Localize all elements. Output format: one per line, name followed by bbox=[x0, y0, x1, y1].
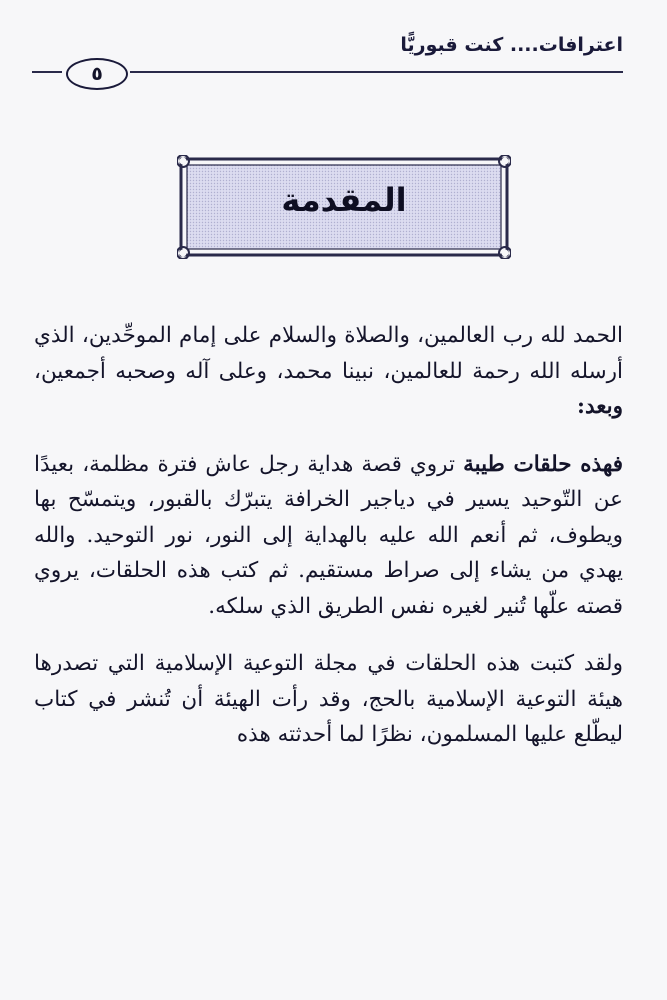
body-text bbox=[34, 318, 623, 775]
running-head-title: اعترافات.... كنت قبوريًّا bbox=[400, 34, 623, 56]
paragraph-1 bbox=[34, 318, 623, 425]
paragraph-1-bold-tail: وبعد: bbox=[577, 394, 623, 419]
paragraph-1-text: الحمد لله رب العالمين، والصلاة والسلام على إمام الموحِّدين، الذي أرسله الله رحمة للعالمين، نبينا محمد، وعلى آله وصحبه أجمعين، bbox=[34, 323, 623, 384]
paragraph-2-text: تروي قصة هداية رجل عاش فترة مظلمة، بعيدًا عن التّوحيد يسير في دياجير الخرافة يتبرّك بالقبور، ويتمسّح بها ويطوف، ثم أنعم الله عليه بالهداية إلى النور، نور التوحيد. والله يهدي من يشاء إلى صراط مستقيم. ثم كتب هذه الحلقات، يروي قصته علّها تُنير لغيره نفس الطريق الذي سلكه. bbox=[34, 451, 623, 619]
page-number: ٥ bbox=[66, 58, 128, 90]
header-rule bbox=[130, 71, 623, 73]
header-rule-left bbox=[32, 71, 62, 73]
paragraph-2 bbox=[34, 447, 623, 625]
paragraph-3-text: ولقد كتبت هذه الحلقات في مجلة التوعية الإسلامية التي تصدرها هيئة التوعية الإسلامية بالحج، وقد رأت الهيئة أن تُنشر في كتاب ليطّلع عليها المسلمون، نظرًا لما أحدثته هذه bbox=[34, 651, 623, 747]
paragraph-2-bold-lead: فهذه حلقات طيبة bbox=[463, 451, 624, 477]
section-title-frame bbox=[177, 155, 511, 259]
paragraph-3 bbox=[34, 646, 623, 753]
section-title: المقدمة bbox=[281, 181, 407, 219]
